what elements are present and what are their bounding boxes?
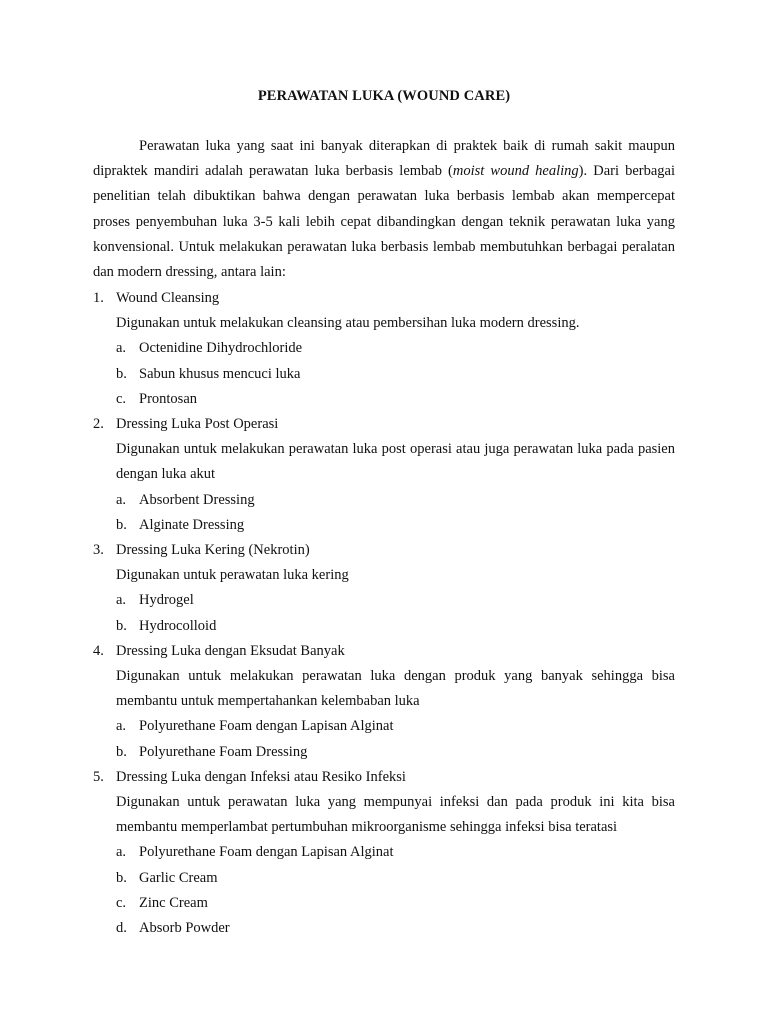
list-item-number: 5. [93,768,104,785]
list-item-description: Digunakan untuk perawatan luka kering [116,567,349,584]
sub-item [93,916,675,941]
list-item-heading-text: Dressing Luka Post Operasi [116,416,279,433]
list-item-heading-text: Wound Cleansing [116,290,220,306]
sub-item-text: Sabun khusus mencuci luka [139,365,301,382]
sub-item-letter: a. [116,718,127,735]
sub-item [93,740,675,765]
sub-item-text: Polyurethane Foam Dressing [139,743,308,760]
list-item-description: Digunakan untuk melakukan cleansing atau pembersihan luka modern dressing. [116,315,580,332]
sub-item-letter: b. [116,743,127,760]
sub-item [93,336,675,361]
list-item-heading [93,538,675,563]
list-item-number: 3. [93,542,104,559]
list-item-1 [93,286,675,412]
sub-item-letter: c. [116,390,127,407]
sub-item-text: Absorb Powder [139,920,230,937]
list-item-heading-text: Dressing Luka dengan Infeksi atau Resiko Infeksi [116,768,406,785]
intro-paragraph [93,134,675,285]
list-item-description: Digunakan untuk melakukan perawatan luka post operasi atau juga perawatan luka pada pasien dengan luka akut [116,441,675,483]
list-item-heading-text: Dressing Luka dengan Eksudat Banyak [116,642,345,659]
sub-item-text: Polyurethane Foam dengan Lapisan Alginat [139,718,394,735]
sub-item-letter: b. [116,869,127,886]
sub-item-text: Hydrogel [139,592,194,609]
sub-item [93,714,675,739]
list-item-description: Digunakan untuk perawatan luka yang mempunyai infeksi dan pada produk ini kita bisa membantu memperlambat pertumbuhan mikroorganisme sehingga infeksi bisa teratasi [116,794,675,836]
sub-item [93,387,675,412]
sub-item [93,513,675,538]
sub-item [93,866,675,891]
sub-item-text: Absorbent Dressing [139,491,255,508]
sub-item [93,614,675,639]
sub-item-letter: a. [116,844,127,861]
sub-item [93,588,675,613]
list-item-number: 4. [93,642,104,659]
list-item-description: Digunakan untuk melakukan perawatan luka dengan produk yang banyak sehingga bisa membantu untuk mempertahankan kelembaban luka [116,668,675,710]
numbered-list [93,286,675,941]
list-item-heading [93,412,675,437]
list-item-number: 2. [93,416,104,433]
list-item-4 [93,639,675,765]
sub-item-letter: c. [116,894,127,911]
sub-item-text: Hydrocolloid [139,617,217,634]
list-item-5 [93,765,675,941]
intro-italic-term: moist wound healing [452,163,579,180]
sub-item-text: Alginate Dressing [139,516,245,533]
list-item-3 [93,538,675,639]
sub-item-letter: d. [116,920,127,937]
sub-item [93,488,675,513]
list-item-2 [93,412,675,538]
intro-text-start: Perawatan luka yang saat ini banyak diterapkan di praktek baik di rumah sakit maupun dipraktek mandiri adalah perawatan luka berbasis lembab ( [93,138,675,180]
list-item-heading [93,765,675,790]
sub-item-letter: b. [116,365,127,382]
sub-item-text: Polyurethane Foam dengan Lapisan Alginat [139,844,394,861]
list-item-heading [93,639,675,664]
sub-item-text: Octenidine Dihydrochloride [139,340,303,357]
sub-item-letter: b. [116,617,127,634]
sub-item-letter: a. [116,592,127,609]
document-title: PERAWATAN LUKA (WOUND CARE) [257,88,511,104]
sub-item [93,840,675,865]
intro-text-end: ). Dari berbagai penelitian telah dibuktikan bahwa dengan perawatan luka berbasis lembab akan mempercepat proses penyembuhan luka 3-5 kali lebih cepat dibandingkan dengan teknik perawatan luka yang konvensional. Untuk melakukan perawatan luka berbasis lembab membutuhkan berbagai peralatan dan modern dressing, antara lain: [93,163,675,281]
sub-item [93,362,675,387]
list-item-heading-text: Dressing Luka Kering (Nekrotin) [116,542,310,559]
sub-item-letter: a. [116,340,127,357]
sub-item-text: Garlic Cream [139,869,218,886]
sub-item-text: Prontosan [139,390,197,407]
sub-item-text: Zinc Cream [139,894,208,911]
list-item-number: 1. [93,290,104,306]
list-item-heading [93,286,675,311]
sub-item [93,891,675,916]
sub-item-letter: b. [116,516,127,533]
sub-item-letter: a. [116,491,127,508]
